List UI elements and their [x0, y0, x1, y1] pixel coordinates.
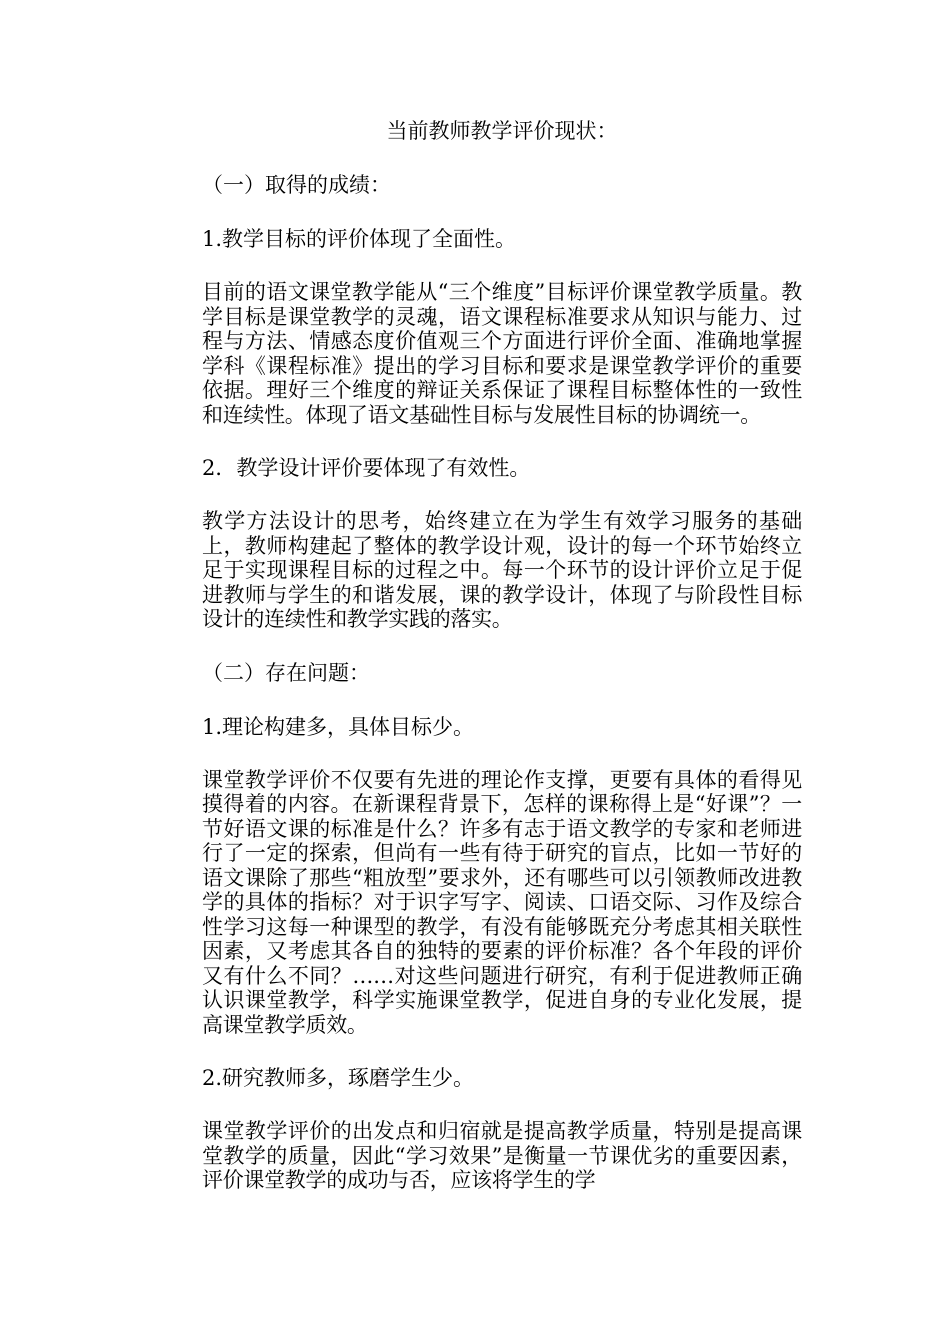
- section-heading-problems: （二）存在问题：: [202, 660, 370, 685]
- paragraph-theory-vs-goals: 课堂教学评价不仅要有先进的理论作支撑，更要有具体的看得见摸得着的内容。在新课程背景下，怎样的课称得上是“好课”？一节好语文课的标准是什么？许多有志于语文教学的专家和老师进行了一定的探索，但尚有一些有待于研究的盲点，比如一节好的语文课除了那些“粗放型”要求外，还有哪些可以引领教师改进教学的具体的指标？对于识字写字、阅读、口语交际、习作及综合性学习这每一种课型的教学，有没有能够既充分考虑其相关联性因素，又考虑其各自的独特的要素的评价标准？各个年段的评价又有什么不同？……对这些问题进行研究，有利于促进教师正确认识课堂教学，科学实施课堂教学，促进自身的专业化发展，提高课堂教学质效。: [202, 767, 802, 1037]
- document-title: 当前教师教学评价现状：: [386, 119, 618, 143]
- subheading-theory-vs-goals: 1.理论构建多，具体目标少。: [202, 714, 475, 739]
- paragraph-design-evaluation: 教学方法设计的思考，始终建立在为学生有效学习服务的基础上，教师构建起了整体的教学设计观，设计的每一个环节始终立足于实现课程目标的过程之中。每一个环节的设计评价立足于促进教师与学生的和谐发展，课的教学设计，体现了与阶段性目标设计的连续性和教学实践的落实。: [202, 509, 802, 631]
- paragraph-teachers-vs-students: 课堂教学评价的出发点和归宿就是提高教学质量，特别是提高课堂教学的质量，因此“学习效果”是衡量一节课优劣的重要因素，评价课堂教学的成功与否，应该将学生的学: [202, 1119, 802, 1192]
- subheading-goal-evaluation: 1.教学目标的评价体现了全面性。: [202, 227, 517, 251]
- subheading-design-evaluation: 2．教学设计评价要体现了有效性。: [202, 456, 531, 480]
- section-heading-achievements: （一）取得的成绩：: [202, 173, 391, 197]
- paragraph-goal-evaluation: 目前的语文课堂教学能从“三个维度”目标评价课堂教学质量。教学目标是课堂教学的灵魂，语文课程标准要求从知识与能力、过程与方法、情感态度价值观三个方面进行评价全面、准确地掌握学科《课程标准》提出的学习目标和要求是课堂教学评价的重要依据。理好三个维度的辩证关系保证了课程目标整体性的一致性和连续性。体现了语文基础性目标与发展性目标的协调统一。: [202, 280, 802, 427]
- subheading-teachers-vs-students: 2.研究教师多，琢磨学生少。: [202, 1066, 475, 1090]
- document-body: [202, 118, 802, 1193]
